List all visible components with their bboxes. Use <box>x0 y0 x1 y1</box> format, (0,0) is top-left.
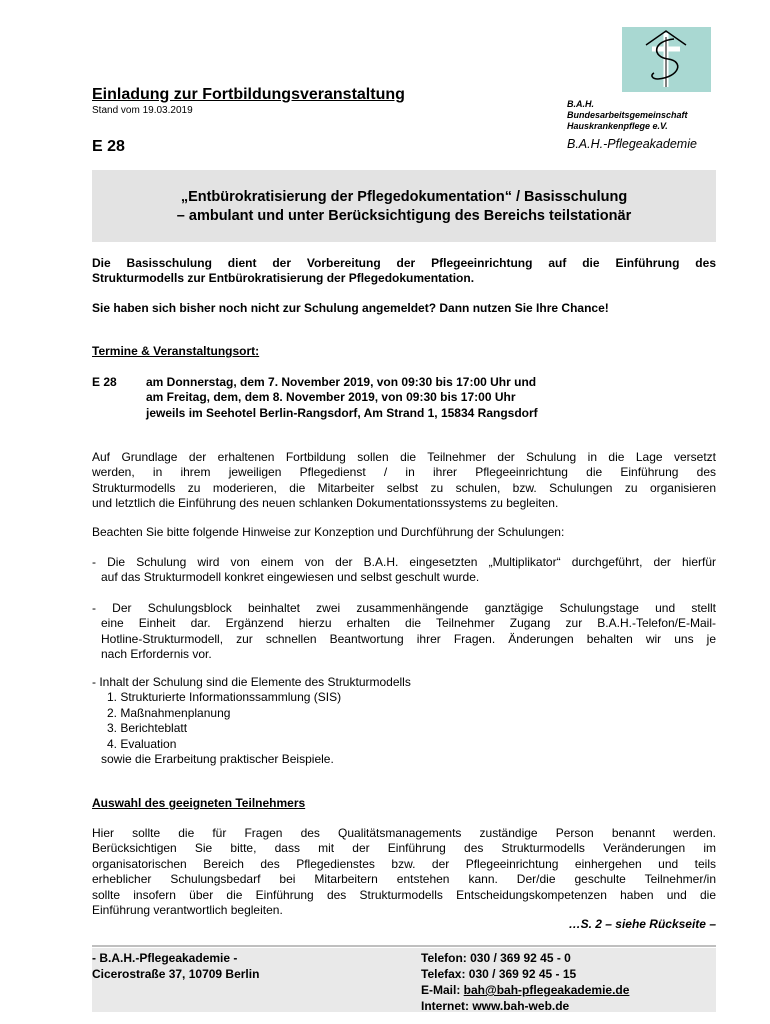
event-code: E 28 <box>92 138 125 155</box>
list-item: 1. Strukturierte Informationssammlung (SIS) <box>107 690 342 705</box>
list-item: 3. Berichteblatt <box>107 721 188 736</box>
course-title-line: – ambulant und unter Berücksichtigung des Bereichs teilstationär <box>176 208 632 224</box>
intro-line: Strukturmodells zur Entbürokratisierung der Pflegedokumentation. <box>92 271 475 286</box>
bah-logo <box>622 27 711 92</box>
document-title: Einladung zur Fortbildungsveranstaltung <box>92 86 405 103</box>
termine-line: am Donnerstag, dem 7. November 2019, von 09:30 bis 17:00 Uhr und <box>146 375 537 389</box>
text-line: Hotline-Strukturmodell, zur schnellen Beantwortung ihrer Fragen. Änderungen behalten wir uns je <box>101 631 716 646</box>
caduceus-cross-icon <box>622 27 711 92</box>
org-line: B.A.H. <box>567 99 594 109</box>
footer-internet[interactable]: Internet: www.bah-web.de <box>421 999 570 1013</box>
footer-telefax: Telefax: 030 / 369 92 45 - 15 <box>421 967 577 981</box>
text-line: Strukturmodells zu moderieren, die Mitarbeiter selbst zu schulen, bzw. Schulungen zu organisieren <box>92 480 716 495</box>
text-line: erheblicher Schulungsbedarf bei Mitarbeitern entstehen kann. Der/die geschulte Teilnehmer/in <box>92 872 716 887</box>
chance-text <box>92 301 716 316</box>
text-line: - Die Schulung wird von einem von der B.A.H. eingesetzten „Multiplikator“ durchgeführt, der hierfür <box>92 555 716 569</box>
text-line: nach Erfordernis vor. <box>101 647 212 662</box>
intro-line: Die Basisschulung dient der Vorbereitung der Pflegeeinrichtung auf die Einführung des <box>92 256 716 270</box>
footer-address: Cicerostraße 37, 10709 Berlin <box>92 967 260 981</box>
auswahl-paragraph <box>92 826 716 918</box>
bullet-multiplikator <box>92 555 716 586</box>
goal-paragraph <box>92 450 716 512</box>
chance-line: Sie haben sich bisher noch nicht zur Schulung angemeldet? Dann nutzen Sie Ihre Chance! <box>92 301 609 315</box>
text-line: - Der Schulungsblock beinhaltet zwei zusammenhängende ganztägige Schulungstage und stellt <box>92 601 716 615</box>
footer-telefon: Telefon: 030 / 369 92 45 - 0 <box>421 951 571 965</box>
email-label: E-Mail: <box>421 983 464 997</box>
next-page-note: …S. 2 – siehe Rückseite – <box>568 917 716 931</box>
org-line: Bundesarbeitsgemeinschaft <box>567 110 688 120</box>
bullet-schulungsblock <box>92 601 716 663</box>
course-title-line: „Entbürokratisierung der Pflegedokumentation“ / Basisschulung <box>180 189 628 205</box>
email-link[interactable]: bah@bah-pflegeakademie.de <box>463 983 630 997</box>
bullet-inhalt <box>92 675 716 767</box>
list-item: 4. Evaluation <box>107 736 177 751</box>
version-date: Stand vom 19.03.2019 <box>92 105 193 116</box>
footer-akademie: - B.A.H.-Pflegeakademie - <box>92 951 238 965</box>
course-title-banner <box>92 170 716 242</box>
akademie-name: B.A.H.-Pflegeakademie <box>567 137 697 151</box>
text-line: Hier sollte die für Fragen des Qualitätsmanagements zuständige Person benannt werden. <box>92 826 716 840</box>
termine-heading: Termine & Veranstaltungsort: <box>92 344 260 358</box>
intro-paragraph <box>92 256 716 287</box>
text-line: Einführung verantwortlich begleiten. <box>92 903 283 918</box>
text-line: sowie die Erarbeitung praktischer Beispiele. <box>101 752 334 767</box>
text-line: Berücksichtigen Sie bitte, dass mit der Einführung des Strukturmodells Veränderungen im <box>92 841 716 856</box>
termine-line: jeweils im Seehotel Berlin-Rangsdorf, Am Strand 1, 15834 Rangsdorf <box>146 405 538 420</box>
text-line: organisatorischen Bereich des Pflegedienstes bzw. der Pflegeeinrichtung einhergehen und teils <box>92 856 716 871</box>
footer-contact <box>92 948 716 1012</box>
text-line: - Inhalt der Schulung sind die Elemente des Strukturmodells <box>92 675 411 689</box>
org-line: Hauskrankenpflege e.V. <box>567 121 668 131</box>
termine-details <box>146 375 716 421</box>
org-name <box>567 99 688 132</box>
text-line: Auf Grundlage der erhaltenen Fortbildung sollen die Teilnehmer der Schulung in die Lage versetzt <box>92 450 716 464</box>
auswahl-heading: Auswahl des geeigneten Teilnehmers <box>92 796 306 810</box>
hinweise-intro: Beachten Sie bitte folgende Hinweise zur Konzeption und Durchführung der Schulungen: <box>92 525 565 539</box>
termine-line: am Freitag, dem, dem 8. November 2019, von 09:30 bis 17:00 Uhr <box>146 390 516 405</box>
text-line: sollte insofern über die Einführung des Strukturmodells Entscheidungskompetenzen haben und die <box>92 887 716 902</box>
footer-divider <box>92 945 716 947</box>
text-line: und letztlich die Einführung des neuen schlanken Dokumentationssystems zu begleiten. <box>92 496 559 511</box>
text-line: eine Einheit dar. Ergänzend hierzu erhalten die Teilnehmer Zugang zur B.A.H.-Telefon/E-Mail- <box>101 616 716 631</box>
list-item: 2. Maßnahmenplanung <box>107 705 231 720</box>
footer-email <box>421 982 629 998</box>
termine-code: E 28 <box>92 375 117 389</box>
text-line: werden, in ihrem jeweiligen Pflegedienst / in ihrer Pflegeeinrichtung die Einführung des <box>92 465 716 480</box>
text-line: auf das Strukturmodell konkret eingewiesen und selbst geschult wurde. <box>101 570 480 585</box>
